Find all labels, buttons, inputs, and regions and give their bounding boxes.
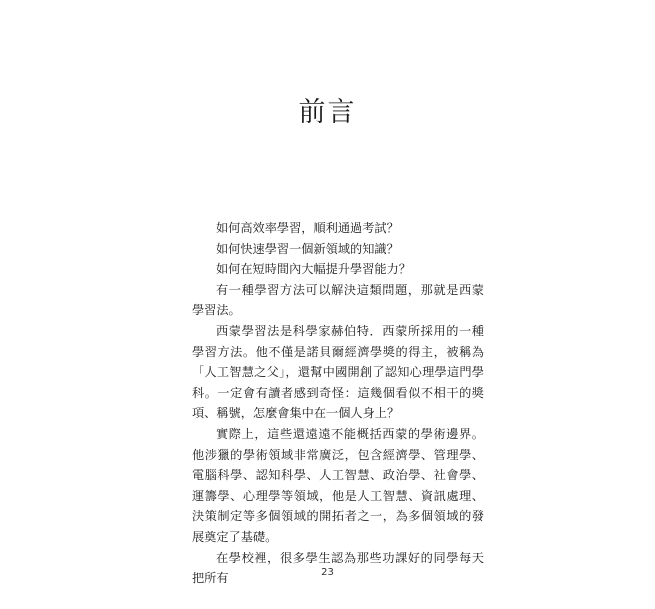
paragraph: 如何高效率學習，順利通過考試？ — [216, 221, 399, 235]
paragraph: 西蒙學習法是科學家赫伯特．西蒙所採用的一種學習方法。他不僅是諾貝爾經濟學獎的得主，被稱為「人工智慧之父」，還幫中國開創了認知心理學這門學科。一定會有讀者感到奇怪：這幾個看似不相干的獎項、稱號，怎麼會集中在一個人身上？ — [192, 323, 484, 421]
page-number: 23 — [321, 567, 334, 578]
paragraph: 如何在短時間內大幅提升學習能力？ — [216, 262, 411, 277]
paragraph: 在學校裡，很多學生認為那些功課好的同學每天把所有 — [192, 550, 484, 586]
body-text — [192, 218, 484, 589]
paragraph: 實際上，這些還遠遠不能概括西蒙的學術邊界。他涉獵的學術領域非常廣泛，包含經濟學、管理學、電腦科學、認知科學、人工智慧、政治學、社會學、運籌學、心理學等領域，他是人工智慧、資訊處理、決策制定等多個領域的開拓者之一，為多個領域的發展奠定了基礎。 — [192, 426, 484, 544]
paragraph: 如何快速學習一個新領域的知識？ — [216, 241, 399, 256]
page-title: 前言 — [298, 97, 357, 128]
paragraph: 有一種學習方法可以解決這類問題，那就是西蒙學習法。 — [192, 282, 484, 318]
